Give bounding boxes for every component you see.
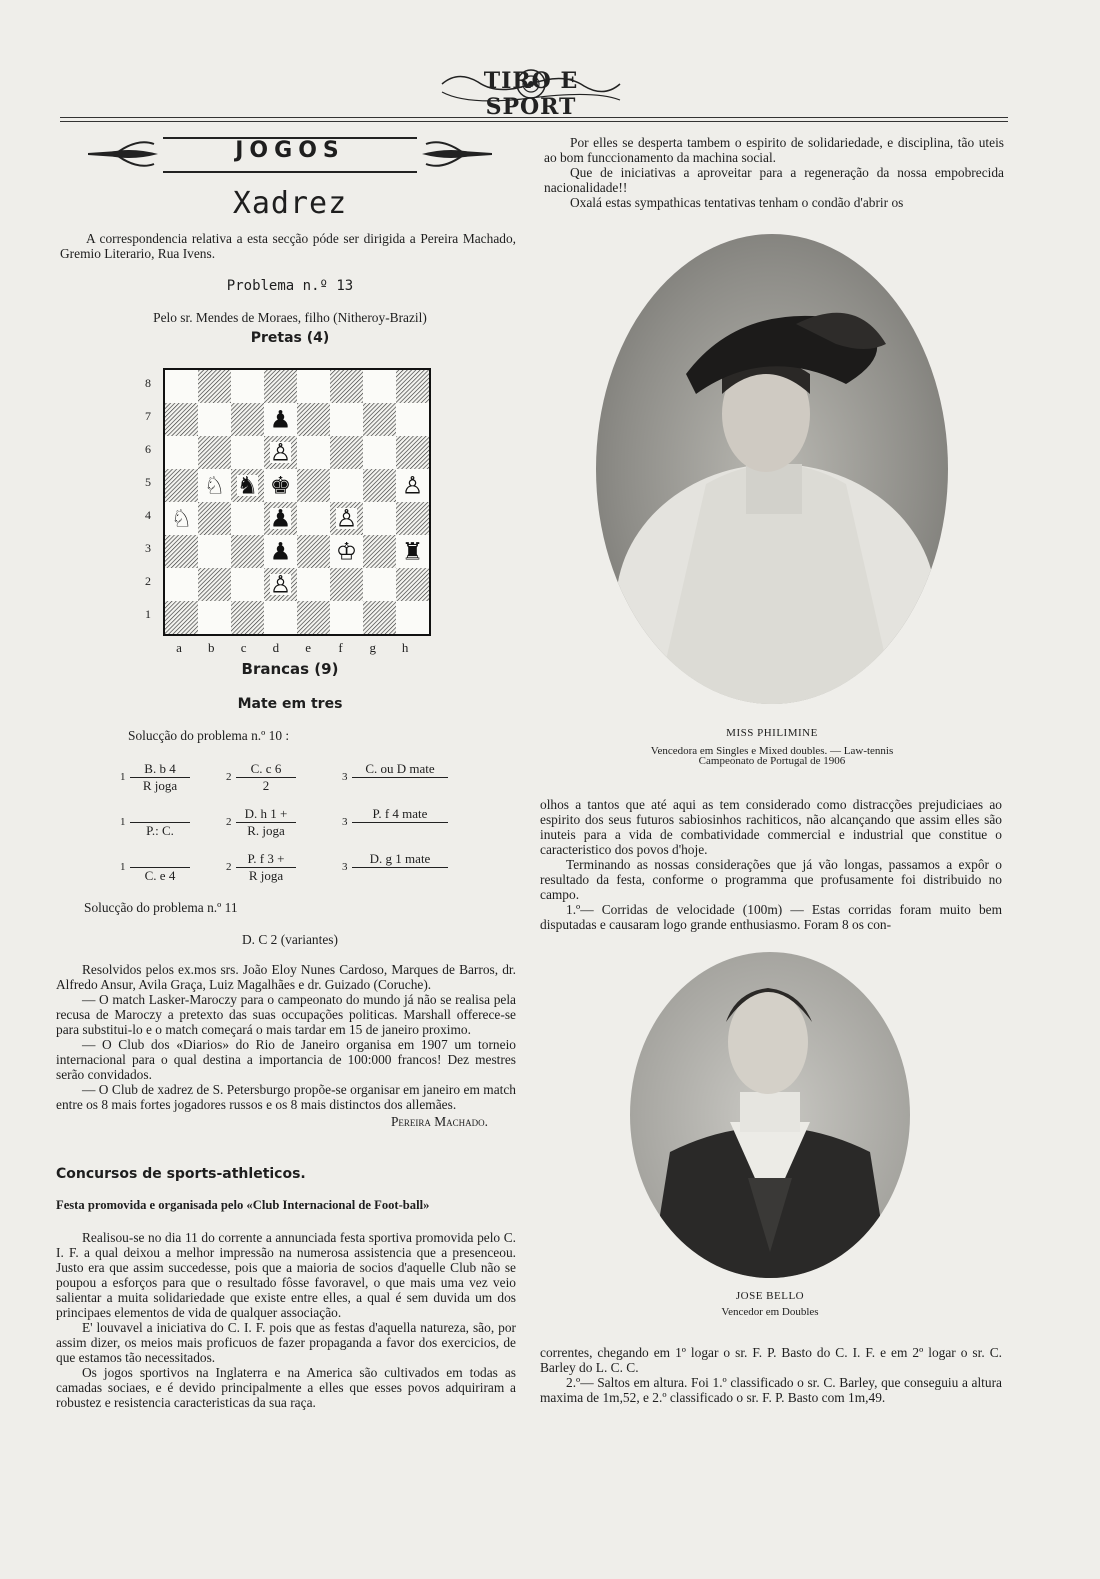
move-number: 2 [226, 816, 232, 828]
rank-label: 8 [145, 376, 151, 390]
board-square [363, 568, 396, 601]
board-square [297, 568, 330, 601]
right-bottom-text [540, 1345, 1002, 1405]
board-square [297, 403, 330, 436]
board-square [396, 436, 429, 469]
chess-piece: ♟ [269, 504, 292, 533]
chess-piece: ♜ [401, 537, 424, 566]
paragraph: correntes, chegando em 1º logar o sr. F. P. Basto do C. I. F. e em 2º logar o sr. C. Barley do L. C. C. [540, 1345, 1002, 1375]
board-square [396, 502, 429, 535]
move-white: P. f 3 + [236, 851, 296, 868]
move-black: R. joga [247, 823, 285, 838]
board-square [165, 535, 198, 568]
file-label: b [208, 640, 215, 655]
board-square [231, 403, 264, 436]
board-square [330, 370, 363, 403]
chess-board [163, 368, 431, 636]
move-number: 1 [120, 816, 126, 828]
problem-author: Pelo sr. Mendes de Moraes, filho (Nitheroy-Brazil) [153, 310, 427, 325]
board-square [330, 469, 363, 502]
photo1-caption-2: Campeonato de Portugal de 1906 [698, 755, 846, 767]
board-square [297, 436, 330, 469]
concursos-title: Concursos de sports-athleticos. [56, 1166, 306, 1182]
solution-10-title: Solucção do problema n.º 10 : [128, 728, 290, 743]
solution-move [352, 851, 448, 884]
chess-piece: ♟ [269, 405, 292, 434]
move-white [130, 851, 190, 868]
board-square [363, 403, 396, 436]
board-square [330, 436, 363, 469]
board-square [363, 601, 396, 634]
section-banner [88, 134, 492, 174]
right-middle-text [540, 797, 1002, 932]
board-square [297, 535, 330, 568]
solution-11-title: Solucção do problema n.º 11 [84, 900, 238, 915]
rank-label: 7 [145, 409, 151, 423]
chess-board-grid [165, 370, 429, 634]
chess-piece: ♙ [335, 504, 358, 533]
move-black: R joga [248, 868, 284, 883]
board-square [330, 568, 363, 601]
chess-piece: ♞ [236, 471, 259, 500]
file-label: h [401, 640, 409, 655]
header-rule [60, 117, 1008, 118]
move-white: C. ou D mate [352, 761, 448, 778]
board-square [363, 469, 396, 502]
board-square [330, 403, 363, 436]
concursos-body [56, 1230, 516, 1410]
move-number: 2 [226, 771, 232, 783]
board-square [297, 601, 330, 634]
board-square [396, 568, 429, 601]
board-square [198, 436, 231, 469]
rank-label: 1 [145, 607, 151, 621]
board-square [396, 403, 429, 436]
solution-move [236, 851, 296, 884]
board-square [165, 370, 198, 403]
news-item: — O Club dos «Diarios» do Rio de Janeiro organisa em 1907 um torneio internacional para o qual destina a importancia de 100:000 francos! Dez mestres serão convidados. [56, 1037, 516, 1082]
file-label: d [272, 640, 280, 655]
solution-move [130, 761, 190, 794]
concursos-subtitle: Festa promovida e organisada pelo «Club Internacional de Foot-ball» [56, 1198, 430, 1212]
paragraph: Terminando as nossas considerações que já vão longas, passamos a expôr o resultado da festa, conforme o programma que profusamente foi distribuido no campo. [540, 857, 1002, 902]
move-number: 2 [226, 861, 232, 873]
masthead-title: TIRO E SPORT [483, 68, 579, 120]
board-square [198, 601, 231, 634]
board-square [363, 535, 396, 568]
move-number: 3 [342, 861, 348, 873]
board-square [165, 601, 198, 634]
board-square [231, 535, 264, 568]
move-white: P. f 4 mate [352, 806, 448, 823]
solution-11-answer: D. C 2 (variantes) [242, 932, 338, 947]
solution-move [236, 806, 296, 839]
solution-move [352, 761, 448, 794]
board-square [198, 502, 231, 535]
section-subtitle: Xadrez [232, 186, 348, 221]
problem-title: Problema n.º 13 [226, 278, 354, 294]
rank-label: 4 [145, 508, 151, 522]
masthead-logo [438, 62, 624, 120]
paragraph: Realisou-se no dia 11 do corrente a annunciada festa sportiva promovida pelo C. I. F. a qual deixou a melhor impressão na numerosa assistencia que a presenceou. Justo era que assim succedesse, pois que a maioria de socios d'aquelle Club não se poupou a esforços para que o resultado fôsse favoravel, o que mais uma vez veio salientar a muita solidariedade que existe entre elles, a qual é sem duvida um dos principaes elementos de vida de qualquer associação. [56, 1230, 516, 1320]
file-label: g [369, 640, 377, 655]
rank-label: 6 [145, 442, 151, 456]
move-white: C. c 6 [236, 761, 296, 778]
board-square [297, 502, 330, 535]
problem-task: Mate em tres [237, 696, 343, 712]
paragraph: 2.º— Saltos em altura. Foi 1.º classificado o sr. C. Barley, que conseguiu a altura maxima de 1m,52, e 2.º classificado o sr. F. P. Basto com 1m,49. [540, 1375, 1002, 1405]
board-square [198, 568, 231, 601]
move-number: 1 [120, 861, 126, 873]
board-square [231, 502, 264, 535]
chess-piece: ♔ [335, 537, 358, 566]
portrait-jose-bello [630, 952, 910, 1278]
photo1-name: MISS PHILIMINE [726, 727, 818, 739]
board-square [198, 403, 231, 436]
chess-piece: ♙ [269, 570, 292, 599]
board-square [363, 436, 396, 469]
news-item: — O Club de xadrez de S. Petersburgo propõe-se organisar em janeiro em match entre os 8 mais fortes jogadores russos e os 8 mais distinctos dos allemães. [56, 1082, 516, 1112]
section-title: JOGOS [235, 138, 345, 163]
board-square [231, 370, 264, 403]
board-square [165, 403, 198, 436]
chess-piece: ♘ [203, 471, 226, 500]
photo1-caption: Vencedora em Singles e Mixed doubles. — Law-tennis [650, 745, 894, 757]
board-square [264, 601, 297, 634]
paragraph: Os jogos sportivos na Inglaterra e na America são cultivados em todas as camadas sociaes, e é devido principalmente a elles que esses povos adquiriram a robustez e resistencia caracteristicas da sua raça. [56, 1365, 516, 1410]
news-item: Resolvidos pelos ex.mos srs. João Eloy Nunes Cardoso, Marques de Barros, dr. Alfredo Ansur, Avila Graça, Luiz Magalhães e dr. Guizado (Coruche). [56, 962, 516, 992]
move-black [352, 778, 448, 794]
board-square [363, 502, 396, 535]
solution-move [130, 806, 190, 839]
photo2-name: JOSE BELLO [735, 1290, 805, 1302]
move-black: R joga [142, 778, 178, 793]
board-square [363, 370, 396, 403]
file-label: f [338, 640, 343, 655]
rank-label: 2 [145, 574, 151, 588]
solution-move [236, 761, 296, 794]
move-white: D. g 1 mate [352, 851, 448, 868]
chess-piece: ♙ [269, 438, 292, 467]
board-square [264, 370, 297, 403]
chess-news [56, 962, 516, 1129]
black-count-label: Pretas (4) [250, 330, 330, 346]
move-black [352, 823, 448, 839]
board-square [231, 568, 264, 601]
move-number: 1 [120, 771, 126, 783]
intro-paragraph: A correspondencia relativa a esta secção póde ser dirigida a Pereira Machado, Gremio Literario, Rua Ivens. [60, 231, 516, 261]
board-square [396, 601, 429, 634]
right-top-text [544, 135, 1004, 210]
photo2-caption: Vencedor em Doubles [721, 1306, 819, 1318]
board-square [198, 535, 231, 568]
board-square [396, 370, 429, 403]
file-label: a [176, 640, 182, 655]
move-white [130, 806, 190, 823]
board-square [165, 568, 198, 601]
paragraph: E' louvavel a iniciativa do C. I. F. pois que as festas d'aquella natureza, são, por assim dizer, os meios mais proficuos de fazer propaganda a favor dos exercicios, de que estamos tão necessitados. [56, 1320, 516, 1365]
chess-piece: ♟ [269, 537, 292, 566]
paragraph: olhos a tantos que até aqui as tem considerado como distracções prejudiciaes ao espirito dos seus futuros sabiosinhos rachiticos, não alcançando que assim elles são inuteis para a vida de combatividade commercial e industrial que constitue o caracteristico dos povos d'hoje. [540, 797, 1002, 857]
chess-piece: ♘ [170, 504, 193, 533]
board-square [165, 469, 198, 502]
board-square [165, 436, 198, 469]
header-rule-thin [60, 121, 1008, 122]
move-number: 3 [342, 816, 348, 828]
move-number: 3 [342, 771, 348, 783]
paragraph: Oxalá estas sympathicas tentativas tenham o condão d'abrir os [570, 195, 904, 210]
board-square [330, 601, 363, 634]
news-item: — O match Lasker-Maroczy para o campeonato do mundo já não se realisa pela recusa de Maroczy a pretexto das suas occupações politicas. Marshall offerece-se para substitui-lo e o match começará o mais tardar em 15 de janeiro proximo. [56, 992, 516, 1037]
board-square [297, 370, 330, 403]
board-square [297, 469, 330, 502]
white-count-label: Brancas (9) [241, 660, 339, 678]
board-square [231, 436, 264, 469]
file-label: c [240, 640, 247, 655]
paragraph: Que de iniciativas a aproveitar para a regeneração da nossa empobrecida nacionalidade!! [544, 165, 1004, 195]
move-black: P.: C. [146, 823, 174, 838]
chess-piece: ♚ [269, 471, 292, 500]
move-white: D. h 1 + [236, 806, 296, 823]
move-black: 2 [262, 778, 270, 793]
solution-move [352, 806, 448, 839]
move-white: B. b 4 [130, 761, 190, 778]
rank-label: 5 [145, 475, 151, 489]
file-label: e [305, 640, 312, 655]
move-black: C. e 4 [144, 868, 176, 883]
board-square [231, 601, 264, 634]
paragraph: Por elles se desperta tambem o espirito de solidariedade, e disciplina, tão uteis ao bom funccionamento da machina social. [544, 135, 1004, 165]
solution-move [130, 851, 190, 884]
rank-label: 3 [145, 541, 151, 555]
chess-piece: ♙ [401, 471, 424, 500]
board-square [198, 370, 231, 403]
portrait-miss-philimine [596, 234, 948, 704]
signature: Pereira Machado. [390, 1114, 488, 1129]
move-black [352, 868, 448, 884]
paragraph: 1.º— Corridas de velocidade (100m) — Estas corridas foram muito bem disputadas e causaram logo grande enthusiasmo. Foram 8 os con- [540, 902, 1002, 932]
